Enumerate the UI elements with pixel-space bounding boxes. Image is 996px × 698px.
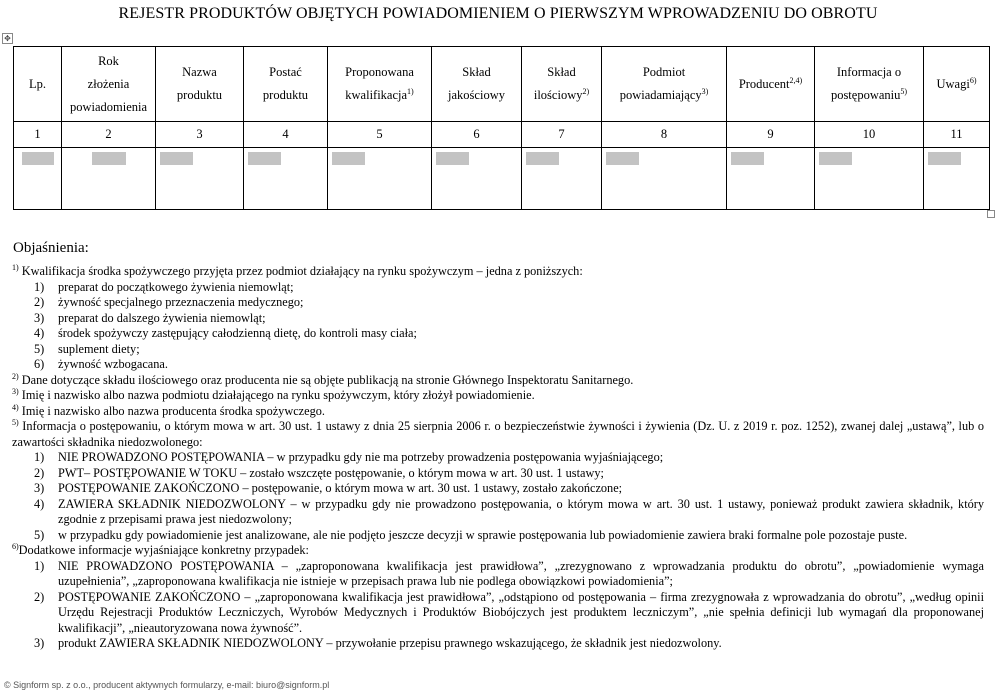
- explanations-heading: Objaśnienia:: [13, 240, 89, 256]
- column-number: 6: [432, 122, 522, 148]
- cell-nazwa: [156, 148, 244, 210]
- list-item: 1) NIE PROWADZONO POSTĘPOWANIA – w przypadku gdy nie ma potrzeby prowadzenia postępowania wyjaśniającego;: [34, 450, 664, 464]
- column-number: 2: [62, 122, 156, 148]
- uwagi-input-field[interactable]: [928, 152, 961, 165]
- column-number: 10: [815, 122, 924, 148]
- cell-informacja: [815, 148, 924, 210]
- list-item: 5) suplement diety;: [34, 341, 140, 356]
- column-number: 3: [156, 122, 244, 148]
- footnote-3: $^{3)}$ Imię i nazwisko albo nazwa podmiotu działającego na rynku spożywczym, który złożył powiadomienie.: [12, 386, 535, 402]
- informacja-input-field[interactable]: [819, 152, 852, 165]
- header-sklad-ilosciowy: Skład ilościowy$^{2)}$: [522, 47, 602, 122]
- cell-sklad-ilosciowy: [522, 148, 602, 210]
- producent-input-field[interactable]: [731, 152, 764, 165]
- header-producent: Producent$^{2,4)}$: [727, 47, 815, 122]
- header-postac: Postać produktu: [244, 47, 328, 122]
- cell-lp: [14, 148, 62, 210]
- column-number: 8: [602, 122, 727, 148]
- column-number: 7: [522, 122, 602, 148]
- cell-podmiot: [602, 148, 727, 210]
- footer-copyright: © Signform sp. z o.o., producent aktywnych formularzy, e-mail: biuro@signform.pl: [4, 680, 330, 690]
- list-item: 3) POSTĘPOWANIE ZAKOŃCZONO – postępowanie, o którym mowa w art. 30 ust. 1 ustawy, zostało zakończone;: [34, 481, 623, 495]
- header-podmiot: Podmiot powiadamiający$^{3)}$: [602, 47, 727, 122]
- list-item: 3) produkt ZAWIERA SKŁADNIK NIEDOZWOLONY – przywołanie przepisu prawnego wskazującego, że składnik jest niedozwolony.: [34, 636, 722, 650]
- column-number: 4: [244, 122, 328, 148]
- list-item: 3) preparat do dalszego żywienia niemowląt;: [34, 310, 266, 325]
- lp-input-field[interactable]: [22, 152, 54, 165]
- table-move-handle-icon[interactable]: ✥: [2, 33, 13, 44]
- header-row: [14, 47, 990, 122]
- footnote-6: $^{6)}$Dodatkowe informacje wyjaśniające konkretny przypadek:: [12, 541, 309, 557]
- column-number: 9: [727, 122, 815, 148]
- explanations-notes: [12, 264, 984, 652]
- column-number: 5: [328, 122, 432, 148]
- nazwa-input-field[interactable]: [160, 152, 193, 165]
- list-item: 6) żywność wzbogacana.: [34, 357, 168, 371]
- sklad-jakosciowy-input-field[interactable]: [436, 152, 469, 165]
- header-informacja: Informacja o postępowaniu$^{5)}$: [815, 47, 924, 122]
- footnote-4: $^{4)}$ Imię i nazwisko albo nazwa producenta środka spożywczego.: [12, 402, 325, 418]
- list-item: 1) NIE PROWADZONO POSTĘPOWANIA – „zaproponowana kwalifikacja jest prawidłowa”, „zrezygnowano z wprowadzania produktu do obrotu”, „powiadomienie wymaga uzupełnienia”, „zaproponowana kwalifikacja nie istnieje w przepisach prawa lub nie podlega obowiązkowi powiadomienia”;: [34, 558, 984, 588]
- footnote-1-list: [12, 280, 984, 373]
- list-item: 2) żywność specjalnego przeznaczenia medycznego;: [34, 295, 304, 309]
- list-item: 1) preparat do początkowego żywienia niemowląt;: [34, 279, 294, 294]
- cell-sklad-jakosciowy: [432, 148, 522, 210]
- header-nazwa: Nazwa produktu: [156, 47, 244, 122]
- list-item: 2) POSTĘPOWANIE ZAKOŃCZONO – „zaproponowana kwalifikacja jest prawidłowa”, „odstąpiono od postępowania – firma zrezygnowała z wprowadzania do obrotu”, „według opinii Urzędu Rejestracji Produktów Leczniczych, Wyrobów Medycznych i Produktów Biobójczych jest produktem leczniczym”, „nie spełnia definicji lub wymagań dla proponowanej kwalifikacji”, „nieautoryzowana nowa żywność”.: [34, 589, 984, 635]
- document-title: REJESTR PRODUKTÓW OBJĘTYCH POWIADOMIENIEM O PIERWSZYM WPROWADZENIU DO OBROTU: [118, 5, 878, 22]
- list-item: 5) w przypadku gdy powiadomienie jest analizowane, ale nie podjęto jeszcze decyzji w sprawie postępowania lub powiadomienie zawiera braki formalne pole pozostaje puste.: [34, 527, 908, 542]
- podmiot-input-field[interactable]: [606, 152, 639, 165]
- column-number-row: [14, 122, 990, 148]
- postac-input-field[interactable]: [248, 152, 281, 165]
- rok-input-field[interactable]: [92, 152, 126, 165]
- footnote-2: $^{2)}$ Dane dotyczące składu ilościowego oraz producenta nie są objęte publikacją na stronie Głównego Inspektoratu Sanitarnego.: [12, 371, 634, 387]
- table-resize-handle[interactable]: [987, 210, 995, 218]
- header-kwalifikacja: Proponowana kwalifikacja$^{1)}$: [328, 47, 432, 122]
- cell-rok: [62, 148, 156, 210]
- cell-producent: [727, 148, 815, 210]
- column-number: 1: [14, 122, 62, 148]
- list-item: 4) środek spożywczy zastępujący całodzienną dietę, do kontroli masy ciała;: [34, 326, 417, 340]
- header-lp: Lp.: [14, 47, 62, 122]
- header-rok: Rok złożenia powiadomienia: [62, 47, 156, 122]
- header-uwagi: Uwagi$^{6)}$: [924, 47, 990, 122]
- register-table: [13, 46, 990, 210]
- table-row: [14, 148, 990, 210]
- cell-uwagi: [924, 148, 990, 210]
- list-item: 2) PWT– POSTĘPOWANIE W TOKU – zostało wszczęte postępowanie, o którym mowa w art. 30 ust. 1 ustawy;: [34, 465, 604, 480]
- footnote-6-list: [12, 559, 984, 652]
- footnote-1: $^{1)}$ Kwalifikacja środka spożywczego przyjęta przez podmiot działający na rynku spożywczym – jedna z poniższych:: [12, 262, 583, 278]
- list-item: 4) ZAWIERA SKŁADNIK NIEDOZWOLONY – w przypadku gdy nie prowadzono postępowania, o którym mowa w art. 30 ust. 1 ustawy, ponieważ produkt zawiera składnik, który zgodnie z przepisami prawa jest niedozwolony;: [34, 496, 984, 526]
- column-number: 11: [924, 122, 990, 148]
- header-sklad-jakosciowy: Skład jakościowy: [432, 47, 522, 122]
- sklad-ilosciowy-input-field[interactable]: [526, 152, 559, 165]
- cell-kwalifikacja: [328, 148, 432, 210]
- cell-postac: [244, 148, 328, 210]
- footnote-5: $^{5)}$ Informacja o postępowaniu, o którym mowa w art. 30 ust. 1 ustawy z dnia 25 sierpnia 2006 r. o bezpieczeństwie żywności i żywienia (Dz. U. z 2019 r. poz. 1252), zwanej dalej „ustawą”, lub o zawartości składnika niedozwolonego:: [12, 417, 984, 449]
- footnote-5-list: [12, 450, 984, 543]
- kwalifikacja-input-field[interactable]: [332, 152, 365, 165]
